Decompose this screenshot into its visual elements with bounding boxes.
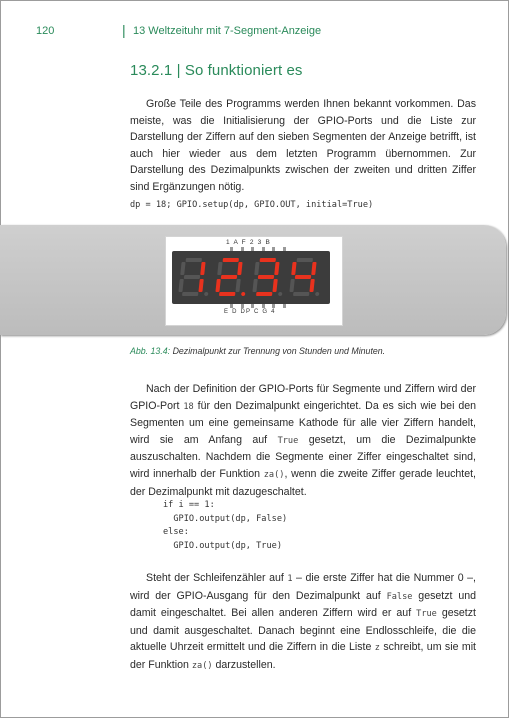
segment-g bbox=[295, 275, 311, 279]
segment-e bbox=[289, 279, 294, 292]
page-number: 120 bbox=[36, 25, 55, 37]
text-run: – die erste Ziffer hat die Nummer 0 –, wird der GPIO-Ausgang für den Dezimalpunkt auf bbox=[130, 572, 476, 602]
seven-segment-digits bbox=[172, 251, 330, 304]
digit-2 bbox=[215, 258, 249, 296]
pin-labels-top: 1 A F 2 3 B bbox=[226, 239, 271, 246]
paragraph-loop bbox=[130, 570, 476, 675]
segment-d bbox=[182, 292, 198, 296]
digit-4 bbox=[289, 258, 323, 296]
code-dp-setup: dp = 18; GPIO.setup(dp, GPIO.OUT, initial=True) bbox=[130, 200, 374, 210]
text-run: darzustellen. bbox=[212, 658, 276, 671]
segment-c bbox=[272, 279, 277, 292]
paragraph-intro-text: Große Teile des Programms werden Ihnen bekannt vorkommen. Das meiste, was die Initialisierung der GPIO-Ports und die Liste zur Darstellung der Ziffern auf den sieben Segmenten der Anzeige betrifft, ist auch hier wieder aus dem letzten Programm übernommen. Zur Darstellung des Dezimalpunkts zwischen der zweiten und dritten Ziffer sind Ergänzungen nötig. bbox=[130, 98, 476, 193]
text-run: gesetzt und damit eingeschaltet. Bei allen anderen Ziffern wird er auf bbox=[130, 589, 476, 620]
paragraph-intro bbox=[130, 96, 476, 196]
inline-code: 18 bbox=[183, 401, 194, 412]
pins-bottom bbox=[230, 304, 286, 308]
segment-c bbox=[198, 279, 203, 292]
text-run: gesetzt, um die Dezimalpunkte auszuschalten. Nachdem die Segmente einer Ziffer eingeschaltet sind, wird innerhalb der Funktion bbox=[130, 433, 477, 480]
segment-b bbox=[274, 262, 279, 275]
segment-e bbox=[215, 279, 220, 292]
segment-c bbox=[235, 279, 240, 292]
paragraph-gpio bbox=[130, 381, 476, 500]
segment-f bbox=[254, 262, 259, 275]
segment-f bbox=[291, 262, 296, 275]
figure-caption bbox=[130, 346, 385, 356]
inline-code: za() bbox=[263, 469, 285, 480]
segment-b bbox=[311, 262, 316, 275]
segment-g bbox=[184, 275, 200, 279]
inline-code: True bbox=[277, 435, 299, 446]
decimal-point bbox=[204, 292, 208, 296]
code-block-if: if i == 1: GPIO.output(dp, False) else: GPIO.output(dp, True) bbox=[163, 500, 288, 552]
segment-f bbox=[180, 262, 185, 275]
text-run: schreibt, um sie mit der Funktion bbox=[130, 641, 476, 671]
segment-a bbox=[223, 258, 239, 262]
segment-d bbox=[293, 292, 309, 296]
segment-e bbox=[178, 279, 183, 292]
text-run: gesetzt und damit ausgeschaltet. Danach beginnt eine Endlosschleife, die die aktuelle Uhrzeit ermittelt und die Ziffern in die Liste bbox=[130, 607, 476, 654]
header-separator: | bbox=[122, 22, 126, 38]
digit-3 bbox=[252, 258, 286, 296]
segment-e bbox=[252, 279, 257, 292]
segment-a bbox=[186, 258, 202, 262]
decimal-point bbox=[315, 292, 319, 296]
segment-a bbox=[260, 258, 276, 262]
inline-code: True bbox=[416, 609, 437, 620]
segment-g bbox=[221, 275, 237, 279]
text-run: für den Dezimalpunkt eingerichtet. Da es sich wie bei den Segmenten um eine gemeinsame Kathode für alle vier Ziffern handelt, wird sie am Anfang auf bbox=[130, 399, 477, 446]
seven-segment-display bbox=[172, 251, 330, 304]
inline-code: 1 bbox=[287, 574, 293, 584]
decimal-point bbox=[241, 292, 245, 296]
segment-d bbox=[219, 292, 235, 296]
decimal-point bbox=[278, 292, 282, 296]
section-title: 13.2.1 | So funktioniert es bbox=[130, 62, 303, 79]
text-run: Steht der Schleifenzähler auf bbox=[146, 572, 288, 584]
inline-code: za() bbox=[191, 660, 213, 671]
digit-1 bbox=[178, 258, 212, 296]
running-header bbox=[0, 22, 511, 42]
inline-code: z bbox=[374, 643, 380, 654]
caption-label: Abb. 13.4: bbox=[130, 346, 171, 356]
segment-d bbox=[256, 292, 272, 296]
pin-labels-bottom: E D DP C G 4 bbox=[224, 309, 276, 315]
inline-code: False bbox=[386, 591, 413, 602]
segment-b bbox=[237, 262, 242, 275]
caption-text: Dezimalpunkt zur Trennung von Stunden und Minuten. bbox=[172, 346, 386, 356]
text-run: Nach der Definition der GPIO-Ports für Segmente und Ziffern wird der GPIO-Port bbox=[130, 383, 476, 412]
segment-b bbox=[200, 262, 205, 275]
segment-c bbox=[309, 279, 314, 292]
chapter-title: 13 Weltzeituhr mit 7-Segment-Anzeige bbox=[133, 25, 322, 37]
segment-g bbox=[258, 275, 274, 279]
segment-f bbox=[217, 262, 222, 275]
segment-a bbox=[297, 258, 313, 262]
text-run: , wenn die zweite Ziffer gerade leuchtet, der Dezimalpunkt mit dazugeschaltet. bbox=[130, 467, 476, 498]
